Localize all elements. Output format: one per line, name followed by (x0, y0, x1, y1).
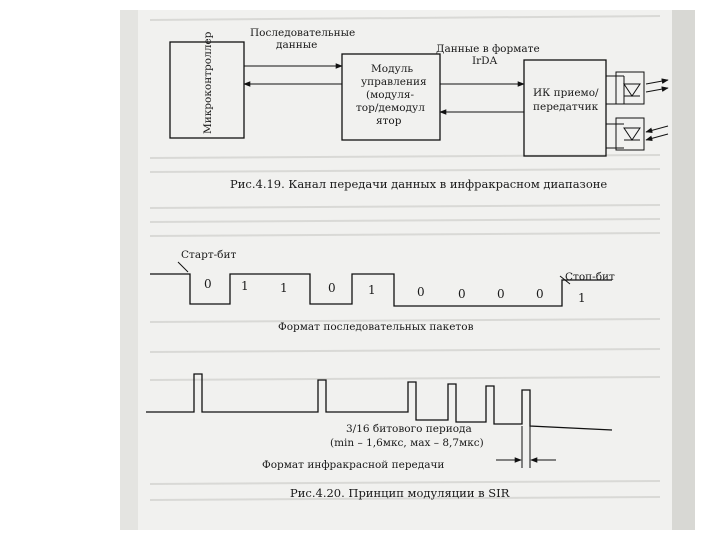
bit-9: 1 (578, 291, 586, 305)
bit-7: 0 (497, 287, 505, 301)
microcontroller-label: Микроконтроллер (202, 31, 214, 134)
irda-label-2: IrDA (472, 55, 498, 67)
serial-data-label-2: данные (276, 39, 318, 51)
ir-format-label: Формат инфракрасной передачи (262, 459, 445, 471)
start-bit-label: Старт-бит (181, 249, 237, 261)
module-label-4: тор/демодул (356, 102, 425, 114)
page-shadow-right (672, 10, 695, 530)
transceiver-label-2: передатчик (533, 101, 599, 113)
module-label-2: управления (361, 76, 427, 88)
serial-data-label-1: Последовательные (250, 27, 356, 39)
transceiver-label-1: ИК приемо/ (533, 87, 599, 99)
figure-4-20-caption: Рис.4.20. Принцип модуляции в SIR (290, 486, 510, 500)
bit-8: 0 (536, 287, 544, 301)
page-shadow-left (120, 10, 138, 530)
bit-6: 0 (458, 287, 466, 301)
bit-3: 0 (328, 281, 336, 295)
pulse-width-label-2: (min – 1,6мкс, мах – 8,7мкс) (330, 437, 484, 449)
bit-2: 1 (280, 281, 288, 295)
bit-5: 0 (417, 285, 425, 299)
pulse-width-label-1: 3/16 битового периода (346, 423, 472, 435)
bit-0: 0 (204, 277, 212, 291)
module-label-5: ятор (376, 115, 402, 127)
irda-label-1: Данные в формате (436, 43, 540, 55)
bit-4: 1 (368, 283, 376, 297)
figure-4-19-caption: Рис.4.19. Канал передачи данных в инфракрасном диапазоне (230, 177, 608, 191)
packet-format-label: Формат последовательных пакетов (278, 321, 474, 333)
module-label-3: (модуля- (366, 89, 415, 101)
stop-bit-label: Стоп-бит (565, 271, 615, 283)
bit-1: 1 (241, 279, 249, 293)
module-label-1: Модуль (371, 63, 414, 75)
